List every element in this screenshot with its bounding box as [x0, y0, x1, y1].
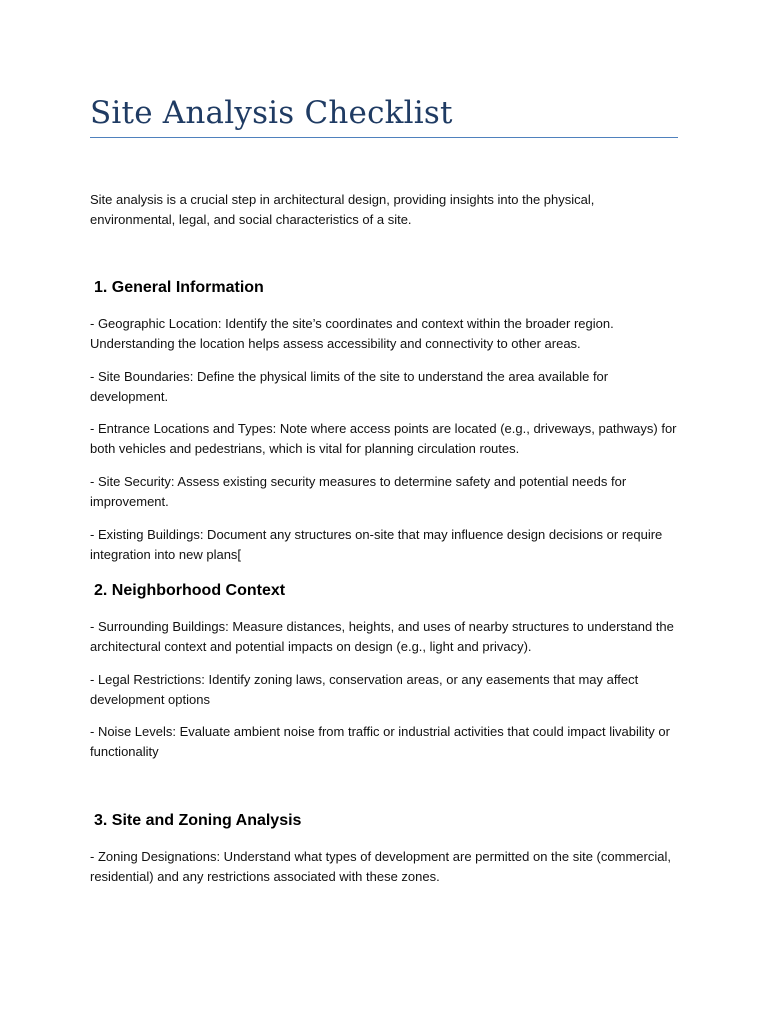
item-surrounding-buildings: - Surrounding Buildings: Measure distances, heights, and uses of nearby structures to understand the architectural context and potential impacts on design (e.g., light and privacy).	[90, 619, 674, 654]
item-entrance-locations: - Entrance Locations and Types: Note where access points are located (e.g., driveways, pathways) for both vehicles and pedestrians, which is vital for planning circulation routes.	[90, 421, 677, 456]
item-site-security: - Site Security: Assess existing security measures to determine safety and potential needs for improvement.	[90, 474, 627, 509]
item-noise-levels: - Noise Levels: Evaluate ambient noise from traffic or industrial activities that could impact livability or functionality	[90, 724, 670, 759]
section-heading-general-information: 1. General Information	[94, 279, 264, 296]
item-geographic-location: - Geographic Location: Identify the site’s coordinates and context within the broader region. Understanding the location helps assess accessibility and connectivity to other areas.	[90, 316, 614, 351]
title-underline	[90, 137, 678, 138]
section-heading-neighborhood-context: 2. Neighborhood Context	[94, 582, 286, 599]
item-site-boundaries: - Site Boundaries: Define the physical limits of the site to understand the area available for development.	[90, 369, 609, 404]
item-legal-restrictions: - Legal Restrictions: Identify zoning laws, conservation areas, or any easements that may affect development options	[90, 672, 639, 707]
intro-paragraph: Site analysis is a crucial step in architectural design, providing insights into the physical, environmental, legal, and social characteristics of a site.	[90, 192, 595, 227]
item-existing-buildings: - Existing Buildings: Document any structures on-site that may influence design decisions or require integration into new plans[	[90, 527, 663, 562]
document-title: Site Analysis Checklist	[90, 95, 453, 131]
section-heading-site-and-zoning-analysis: 3. Site and Zoning Analysis	[94, 812, 302, 829]
item-zoning-designations: - Zoning Designations: Understand what types of development are permitted on the site (commercial, residential) and any restrictions associated with these zones.	[90, 849, 671, 884]
